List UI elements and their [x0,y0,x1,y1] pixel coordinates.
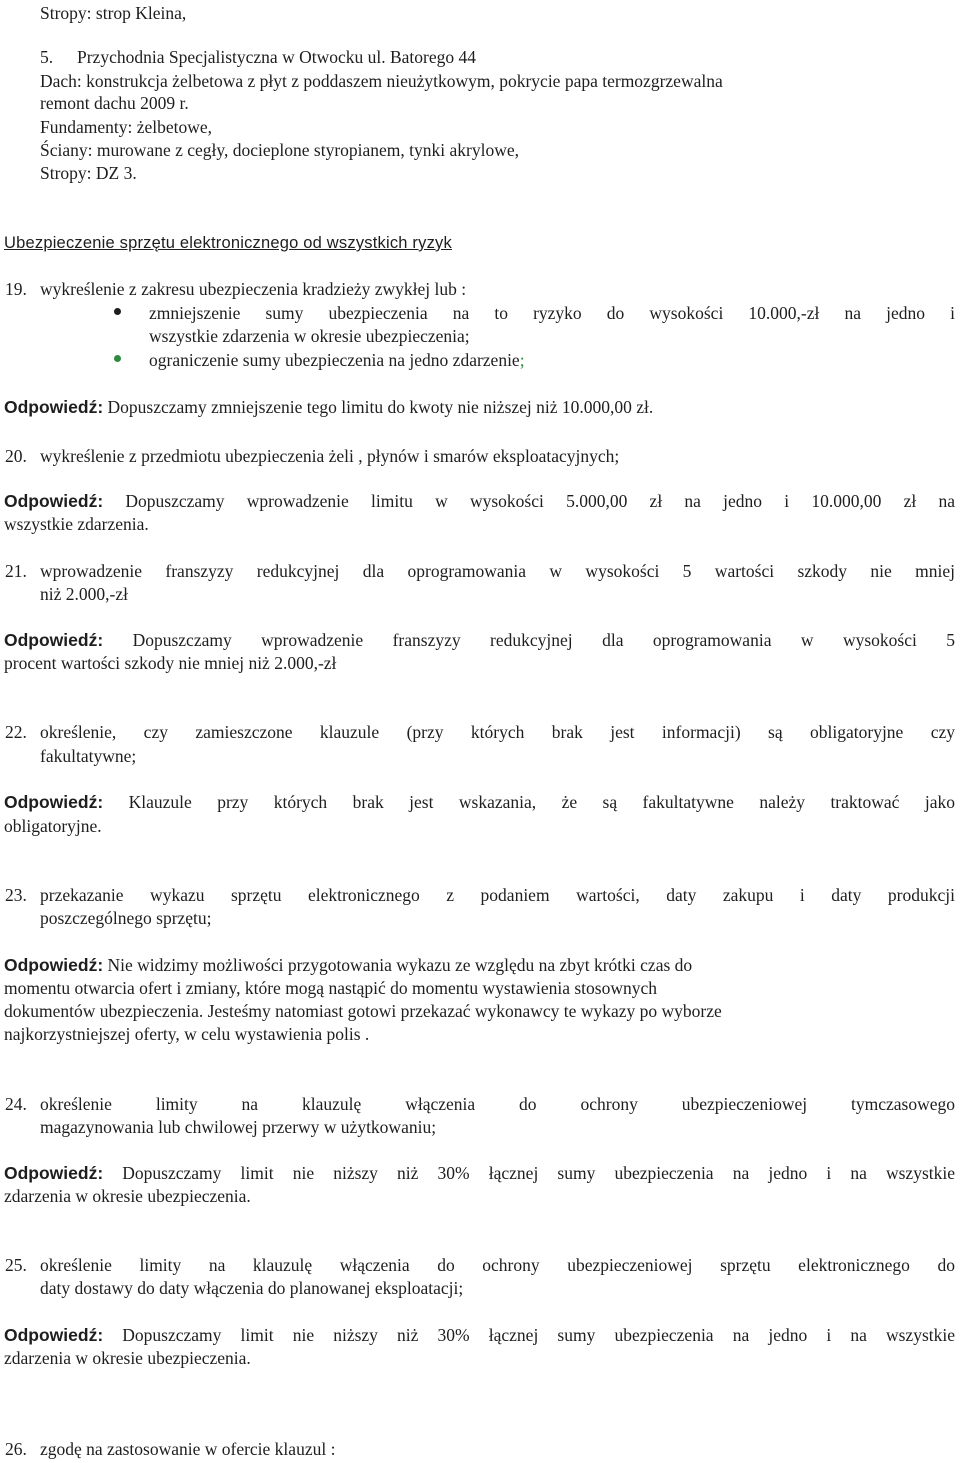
q25-question-line-1 [40,1254,955,1276]
q20-answer-text-1: Dopuszczamy wprowadzenie limitu w wysokości 5.000,00 zł na jedno i 10.000,00 zł na [125,491,955,511]
q19-bullet-2-text: ograniczenie sumy ubezpieczenia na jedno zdarzenie [149,350,520,370]
q23-answer-text-1: Nie widzimy możliwości przygotowania wykazu ze względu na zbyt krótki czas do [107,955,693,975]
bullet-icon [114,308,121,315]
q19-bullet-2 [149,349,525,371]
q23-answer-line-1 [4,954,692,976]
q24-question-text-1: określenie limity na klauzulę włączenia do ochrony ubezpieczeniowej tymczasowego [40,1094,955,1114]
ceilings-line: Stropy: DZ 3. [40,163,137,183]
q25-question-text-1: określenie limity na klauzulę włączenia do ochrony ubezpieczeniowej sprzętu elektronicznego do [40,1255,955,1275]
q22-answer-line-2: obligatoryjne. [4,816,102,836]
q24-answer-line-1 [4,1162,955,1184]
q22-question-text-1: określenie, czy zamieszczone klauzule (przy których brak jest informacji) są obligatoryjne czy [40,722,955,742]
q25-number: 25. [5,1255,27,1275]
q23-question-line-2: poszczególnego sprzętu; [40,908,212,928]
q25-answer-line-2: zdarzenia w okresie ubezpieczenia. [4,1348,251,1368]
q20-answer-line-2: wszystkie zdarzenia. [4,514,149,534]
foundations-line: Fundamenty: żelbetowe, [40,117,213,137]
renovation-line: remont dachu 2009 r. [40,93,189,113]
q21-answer-text-1: Dopuszczamy wprowadzenie franszyzy redukcyjnej dla oprogramowania w wysokości 5 [132,630,956,650]
q24-question-line-2: magazynowania lub chwilowej przerwy w użytkowaniu; [40,1117,437,1137]
q25-answer-text-1: Dopuszczamy limit nie niższy niż 30% łącznej sumy ubezpieczenia na jedno i na wszystkie [122,1325,955,1345]
q19-number: 19. [5,279,27,299]
stropy-kleina-line: Stropy: strop Kleina, [40,3,187,23]
q26-number: 26. [5,1439,27,1459]
q22-answer-text-1: Klauzule przy których brak jest wskazania, że są fakultatywne należy traktować jako [128,792,955,812]
q22-question-line-2: fakultatywne; [40,746,137,766]
q22-number: 22. [5,722,27,742]
q23-answer-line-3: dokumentów ubezpieczenia. Jesteśmy natomiast gotowi przekazać wykonawcy te wykazy po wyborze [4,1001,722,1021]
q21-answer-line-1 [4,629,955,651]
section-heading: Ubezpieczenie sprzętu elektronicznego od wszystkich ryzyk [4,234,452,252]
q19-bullet-1-line-2: wszystkie zdarzenia w okresie ubezpieczenia; [149,326,470,346]
q21-answer-line-2: procent wartości szkody nie mniej niż 2.000,-zł [4,653,337,673]
answer-label: Odpowiedź: [4,397,104,417]
q24-number: 24. [5,1094,27,1114]
q23-answer-line-2: momentu otwarcia ofert i zmiany, które mogą nastąpić do momentu wystawienia stosownych [4,978,658,998]
item-5-number: 5. [40,47,54,67]
q21-question-line-1 [40,560,955,582]
q24-answer-text-1: Dopuszczamy limit nie niższy niż 30% łącznej sumy ubezpieczenia na jedno i na wszystkie [122,1163,955,1183]
q26-question: zgodę na zastosowanie w ofercie klauzul : [40,1439,336,1459]
q19-question: wykreślenie z zakresu ubezpieczenia kradzieży zwykłej lub : [40,279,467,299]
q25-question-line-2: daty dostawy do daty włączenia do planowanej eksploatacji; [40,1278,464,1298]
q19-answer [4,396,653,418]
answer-label: Odpowiedź: [4,1325,104,1345]
roof-line: Dach: konstrukcja żelbetowa z płyt z poddaszem nieużytkowym, pokrycie papa termozgrzewalna [40,71,723,91]
q21-question-line-2: niż 2.000,-zł [40,584,128,604]
q22-question-line-1 [40,721,955,743]
walls-line: Ściany: murowane z cegły, docieplone styropianem, tynki akrylowe, [40,140,520,160]
q24-answer-line-2: zdarzenia w okresie ubezpieczenia. [4,1186,251,1206]
q25-answer-line-1 [4,1324,955,1346]
item-5-title: Przychodnia Specjalistyczna w Otwocku ul. Batorego 44 [77,47,476,67]
q19-answer-text: Dopuszczamy zmniejszenie tego limitu do kwoty nie niższej niż 10.000,00 zł. [107,397,654,417]
q19-bullet-2-semicolon: ; [519,350,525,370]
q21-question-text-1: wprowadzenie franszyzy redukcyjnej dla oprogramowania w wysokości 5 wartości szkody nie mniej [40,561,955,581]
q23-question-text-1: przekazanie wykazu sprzętu elektronicznego z podaniem wartości, daty zakupu i daty produkcji [40,885,955,905]
answer-label: Odpowiedź: [4,630,104,650]
q22-answer-line-1 [4,791,955,813]
answer-label: Odpowiedź: [4,491,104,511]
q19-bullet-1-text: zmniejszenie sumy ubezpieczenia na to ryzyko do wysokości 10.000,-zł na jedno i [149,303,955,323]
q23-question-line-1 [40,884,955,906]
q23-answer-line-4: najkorzystniejszej oferty, w celu wystawienia polis . [4,1024,370,1044]
q19-bullet-1-line-1 [149,302,955,324]
answer-label: Odpowiedź: [4,1163,104,1183]
answer-label: Odpowiedź: [4,955,104,975]
q24-question-line-1 [40,1093,955,1115]
q20-answer-line-1 [4,490,955,512]
bullet-icon [114,355,121,362]
answer-label: Odpowiedź: [4,792,104,812]
q20-number: 20. [5,446,27,466]
q23-number: 23. [5,885,27,905]
q20-question: wykreślenie z przedmiotu ubezpieczenia żeli , płynów i smarów eksploatacyjnych; [40,446,620,466]
q21-number: 21. [5,561,27,581]
